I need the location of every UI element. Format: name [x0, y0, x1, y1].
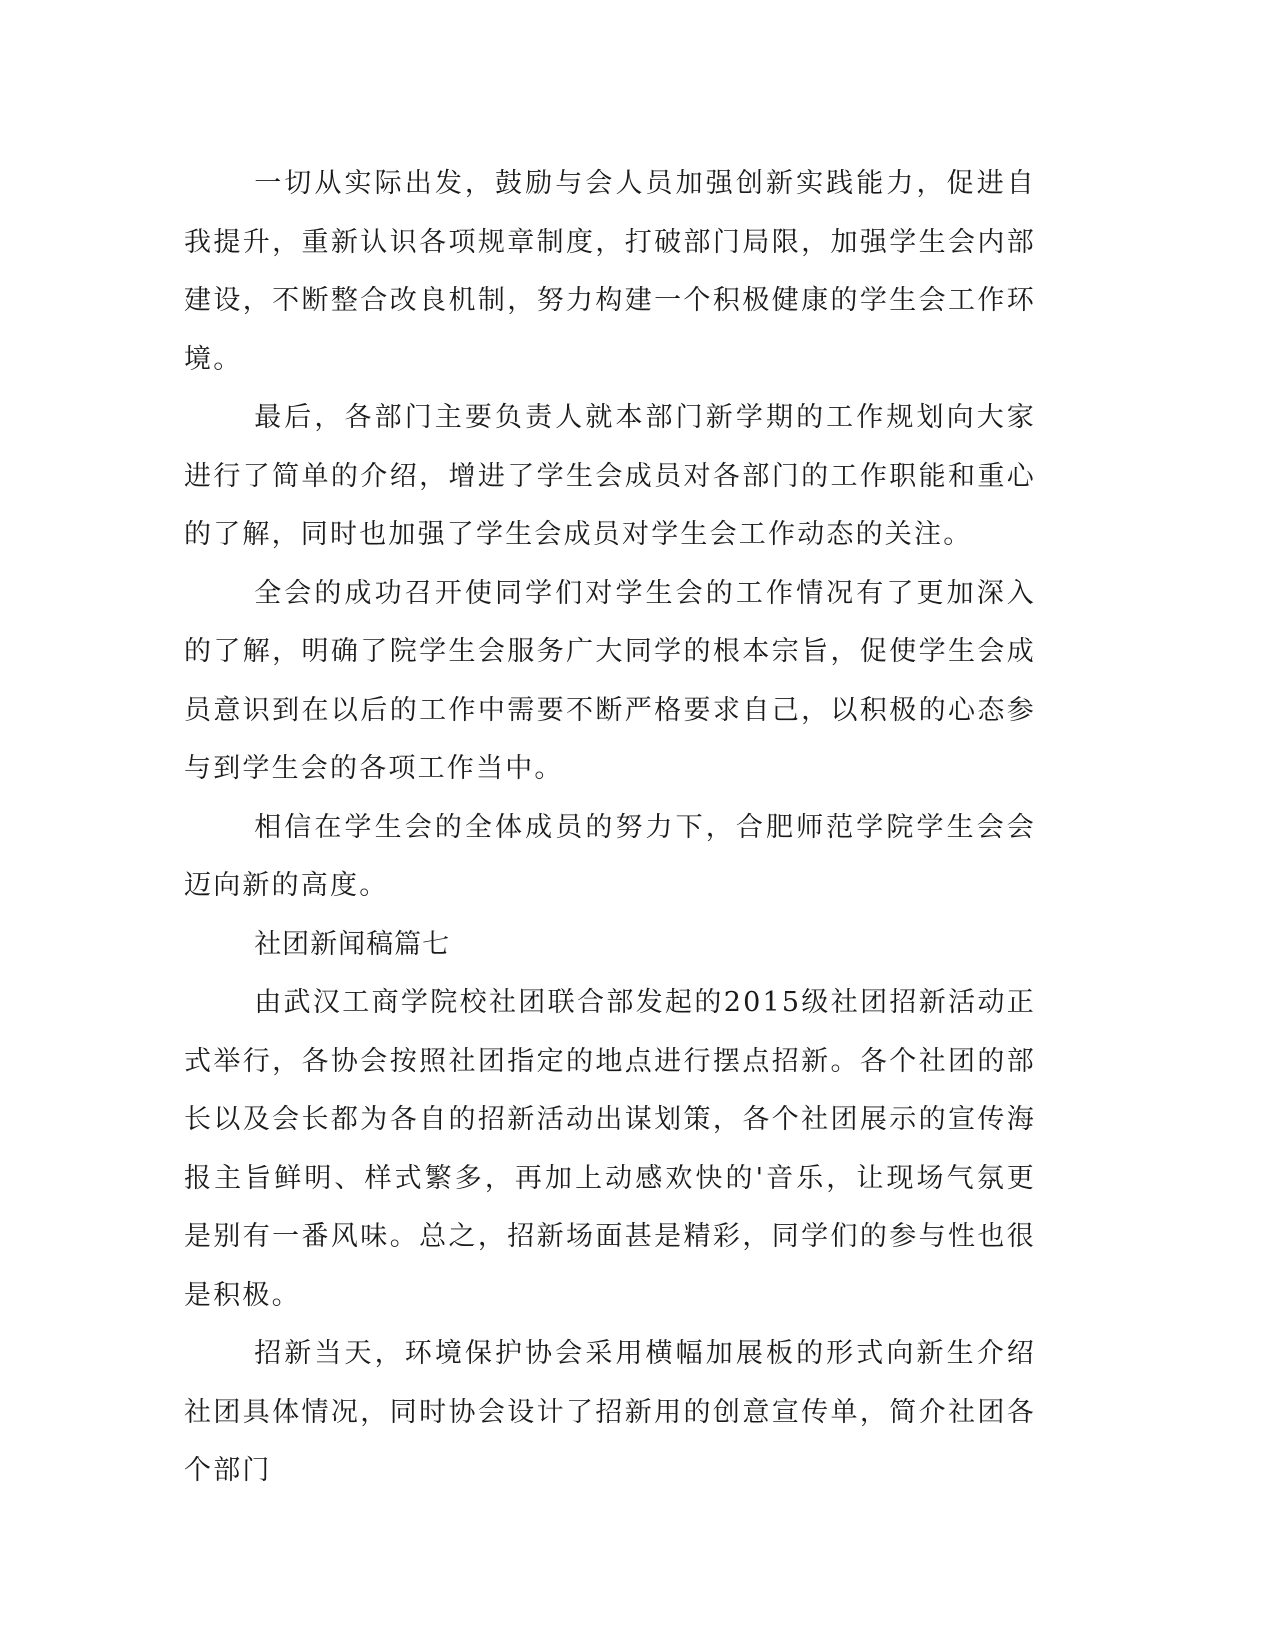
section-title: 社团新闻稿篇七 [254, 928, 451, 960]
section-paragraph-1: 由武汉工商学院校社团联合部发起的2015级社团招新活动正式举行，各协会按照社团指定的地点进行摆点招新。各个社团的部长以及会长都为各自的招新活动出谋划策，各个社团展示的宣传海报主旨鲜明、样式繁多，再加上动感欢快的'音乐，让现场气氛更是别有一番风味。总之，招新场面甚是精彩，同学们的参与性也很是积极。 [184, 987, 1036, 1311]
paragraph-4: 相信在学生会的全体成员的努力下，合肥师范学院学生会会迈向新的高度。 [184, 811, 1036, 901]
paragraph-3: 全会的成功召开使同学们对学生会的工作情况有了更加深入的了解，明确了院学生会服务广大同学的根本宗旨，促使学生会成员意识到在以后的工作中需要不断严格要求自己，以积极的心态参与到学生会的各项工作当中。 [184, 577, 1036, 784]
paragraph-1: 一切从实际出发，鼓励与会人员加强创新实践能力，促进自我提升，重新认识各项规章制度，打破部门局限，加强学生会内部建设，不断整合改良机制，努力构建一个积极健康的学生会工作环境。 [184, 168, 1036, 375]
section-paragraph-2: 招新当天，环境保护协会采用横幅加展板的形式向新生介绍社团具体情况，同时协会设计了招新用的创意宣传单，简介社团各个部门 [184, 1338, 1036, 1486]
document-body [184, 155, 1036, 1501]
paragraph-2: 最后，各部门主要负责人就本部门新学期的工作规划向大家进行了简单的介绍，增进了学生会成员对各部门的工作职能和重心的了解，同时也加强了学生会成员对学生会工作动态的关注。 [184, 402, 1036, 550]
